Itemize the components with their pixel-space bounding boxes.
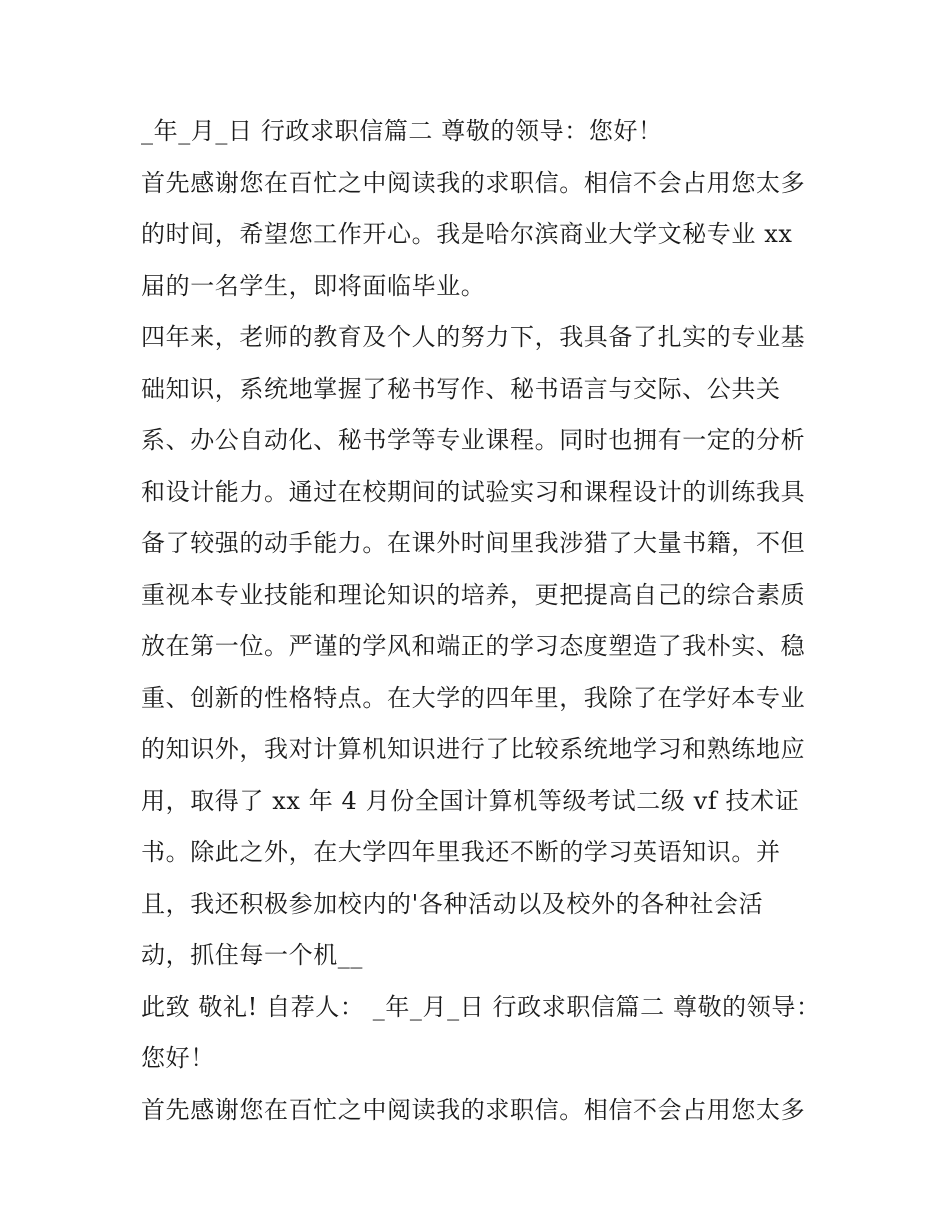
text-line: 首先感谢您在百忙之中阅读我的求职信。相信不会占用您太多 xyxy=(141,168,806,197)
text-line: 您好！ xyxy=(141,1044,215,1072)
text-line: 础知识，系统地掌握了秘书写作、秘书语言与交际、公共关 xyxy=(141,374,781,403)
text-line: 系、办公自动化、秘书学等专业课程。同时也拥有一定的分析 xyxy=(141,426,806,454)
text-line: _年_月_日 行政求职信篇二 尊敬的领导：您好！ xyxy=(141,117,663,145)
text-line: 用，取得了 xx 年 4 月份全国计算机等级考试二级 vf 技术证 xyxy=(141,786,800,815)
text-line: 四年来，老师的教育及个人的努力下，我具备了扎实的专业基 xyxy=(141,323,806,351)
paragraph-body xyxy=(141,312,821,982)
text-line: 的时间，希望您工作开心。我是哈尔滨商业大学文秘专业 xx xyxy=(141,220,793,248)
text-line: 备了较强的动手能力。在课外时间里我涉猎了大量书籍，不但 xyxy=(141,529,806,557)
text-line: 且，我还积极参加校内的'各种活动以及校外的各种社会活 xyxy=(141,889,764,918)
text-line: 重视本专业技能和理论知识的培养，更把提高自己的综合素质 xyxy=(141,580,806,609)
paragraph-repeat-intro xyxy=(141,1085,821,1137)
text-line: 首先感谢您在百忙之中阅读我的求职信。相信不会占用您太多 xyxy=(141,1095,806,1124)
paragraph-closing xyxy=(141,982,821,1085)
text-line: 届的一名学生，即将面临毕业。 xyxy=(141,271,486,300)
text-line: 的知识外，我对计算机知识进行了比较系统地学习和熟练地应 xyxy=(141,735,806,763)
text-line: 放在第一位。严谨的学风和端正的学习态度塑造了我朴实、稳 xyxy=(141,632,806,660)
text-line: 动，抓住每一个机__ xyxy=(141,941,363,969)
document-body xyxy=(141,106,821,1136)
paragraph-heading xyxy=(141,106,821,158)
text-line: 重、创新的性格特点。在大学的四年里，我除了在学好本专业 xyxy=(141,683,806,712)
text-line: 和设计能力。通过在校期间的试验实习和课程设计的训练我具 xyxy=(141,477,806,506)
text-line: 此致 敬礼! 自荐人： _年_月_日 行政求职信篇二 尊敬的领导： xyxy=(141,992,821,1021)
paragraph-intro xyxy=(141,158,821,313)
text-line: 书。除此之外，在大学四年里我还不断的学习英语知识。并 xyxy=(141,838,781,866)
